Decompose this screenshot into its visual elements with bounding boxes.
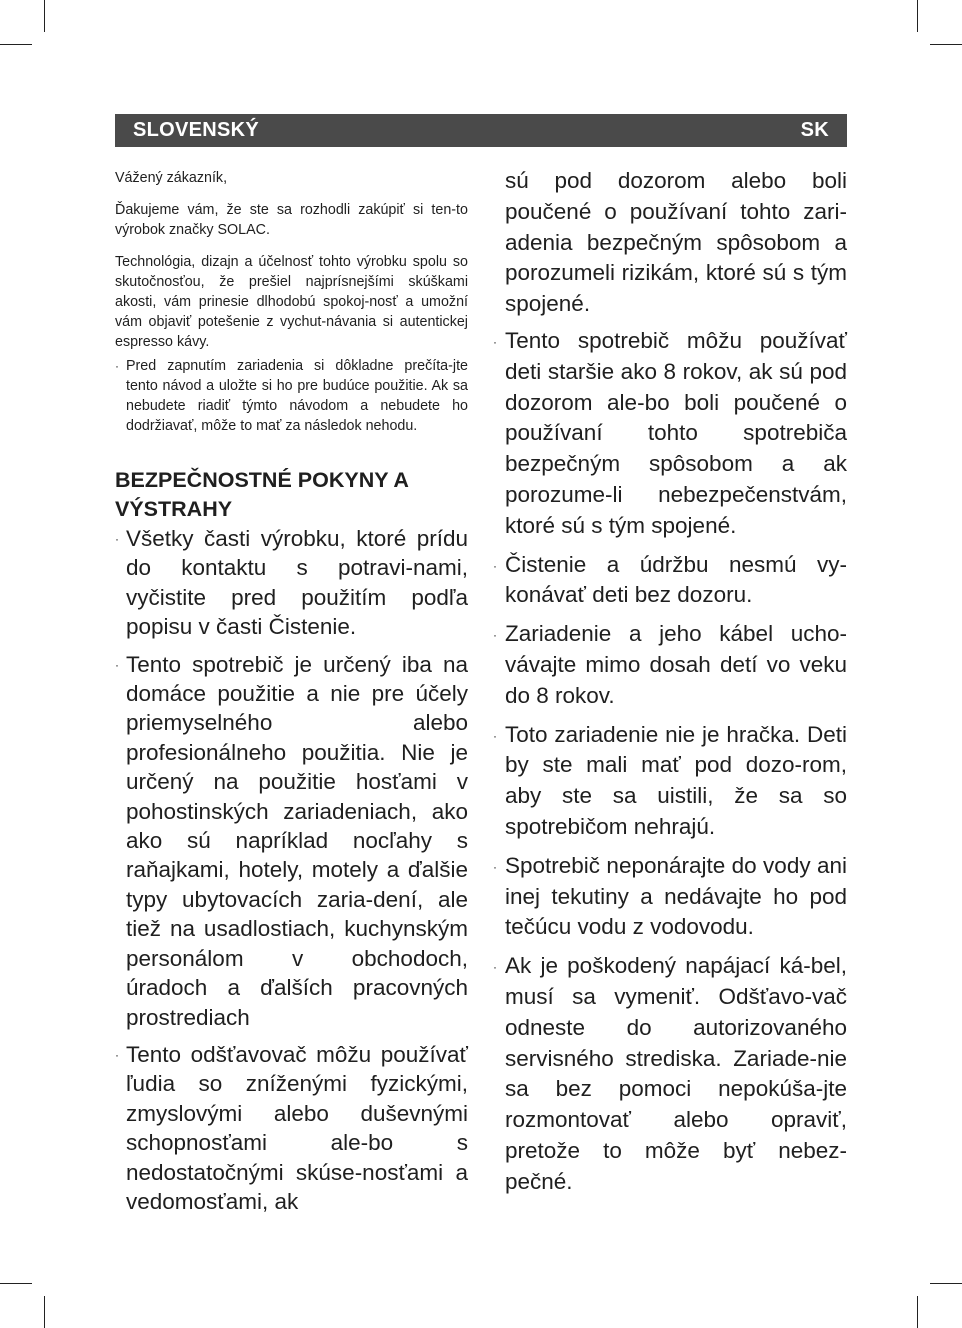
safety-item [115,524,468,642]
bullet-icon: · [493,960,497,975]
safety-item [493,720,847,843]
safety-item [493,619,847,711]
intro-paragraph: Ďakujeme vám, že ste sa rozhodli zakúpiť si ten-to výrobok značky SOLAC. [115,202,468,238]
crop-mark [917,0,918,32]
bullet-icon: · [115,657,119,672]
safety-item [493,550,847,612]
crop-mark [44,1296,45,1328]
intro-bullet-item [115,356,468,436]
bullet-icon: · [115,532,119,546]
safety-item [493,326,847,542]
bullet-icon: · [493,728,497,743]
bullet-icon: · [115,359,119,373]
safety-item [115,1040,468,1216]
bullet-icon: · [493,558,497,573]
safety-item-text: Spotrebič neponárajte do vody ani inej tekutiny a nedávajte ho pod tečúcu vodu z vodovodu. [505,852,847,940]
crop-mark [917,1296,918,1328]
safety-item-text: Čistenie a údržbu nesmú vy-konávať deti bez dozoru. [505,551,847,608]
crop-mark [930,1283,962,1284]
bullet-icon: · [493,334,497,349]
safety-item-text: Zariadenie a jeho kábel ucho-vávajte mimo dosah detí vo veku do 8 rokov. [505,621,847,708]
safety-item [115,650,468,1032]
intro-bullet-text: Pred zapnutím zariadenia si dôkladne prečíta-jte tento návod a uložte si ho pre budúce použitie. Ak sa nebudete riadiť týmto návodom a nebudete ho dodržiavať, môže to mať za následok nehodu. [126,358,468,434]
safety-item [493,851,847,943]
safety-item-text: Tento spotrebič môžu používať deti staršie ako 8 rokov, ak sú pod dozorom ale-bo boli poučené o používaní tohto spotrebiča bezpečným spôsobom a ak porozume-li nebezpečenstvám, ktoré sú s tým spojené. [505,327,847,538]
section-heading: BEZPEČNOSTNÉ POKYNY A VÝSTRAHY [115,468,409,521]
greeting: Vážený zákazník, [115,170,228,186]
right-column [493,166,847,1206]
safety-item-text: Ak je poškodený napájací ká-bel, musí sa vymeniť. Odšťavo-vač odneste do autorizovaného servisného strediska. Zariade-nie sa bez pomoci nepokúša-jte rozmontovať alebo opraviť, pretože to môže byť nebez-pečné. [505,953,847,1194]
continued-text: sú pod dozorom alebo boli poučené o používaní tohto zari-adenia bezpečným spôsobom a porozumeli rizikám, ktoré sú s tým spojené. [505,168,847,317]
safety-item [493,951,847,1197]
safety-item-text: Všetky časti výrobku, ktoré prídu do kontaktu s potravi-nami, vyčistite pred použitím podľa popisu v časti Čistenie. [126,526,468,640]
crop-mark [0,44,32,45]
safety-item-text: Tento spotrebič je určený iba na domáce použitie a nie pre účely priemyselného alebo profesionálneho použitia. Nie je určený na použitie hosťami v pohostinských zariadeniach, ako ako sú napríklad nocľahy s raňajkami, hotely, motely a ďalšie typy ubytovacích zaria-dení, ale tiež na usadlostiach, kuchynským personálom v obchodoch, úradoch a ďalších pracovných prostrediach [126,651,468,1030]
crop-mark [930,44,962,45]
safety-item-text: Tento odšťavovač môžu používať ľudia so zníženými fyzickými, zmyslovými alebo duševnými schopnosťami ale-bo s nedostatočnými skúse-nosťami a vedomosťami, ak [126,1041,468,1214]
safety-item-text: Toto zariadenie nie je hračka. Deti by ste mali mať pod dozo-rom, aby ste sa uistili, že sa so spotrebičom nehrajú. [505,721,847,839]
crop-mark [44,0,45,32]
bullet-icon: · [115,1047,119,1062]
bullet-icon: · [493,628,497,643]
bullet-icon: · [493,859,497,874]
left-column [115,168,468,1224]
language-title: SLOVENSKÝ [133,119,260,141]
language-header-bar [115,114,847,147]
crop-mark [0,1283,32,1284]
intro-paragraph: Technológia, dizajn a účelnosť tohto výrobku spolu so skutočnosťou, že prešiel najprísnejšími skúškami akosti, vám prinesie dlhodobú spokoj-nosť a umožní vám objaviť potešenie z vychut-návania si autentickej espresso kávy. [115,254,468,350]
language-code: SK [800,119,829,141]
